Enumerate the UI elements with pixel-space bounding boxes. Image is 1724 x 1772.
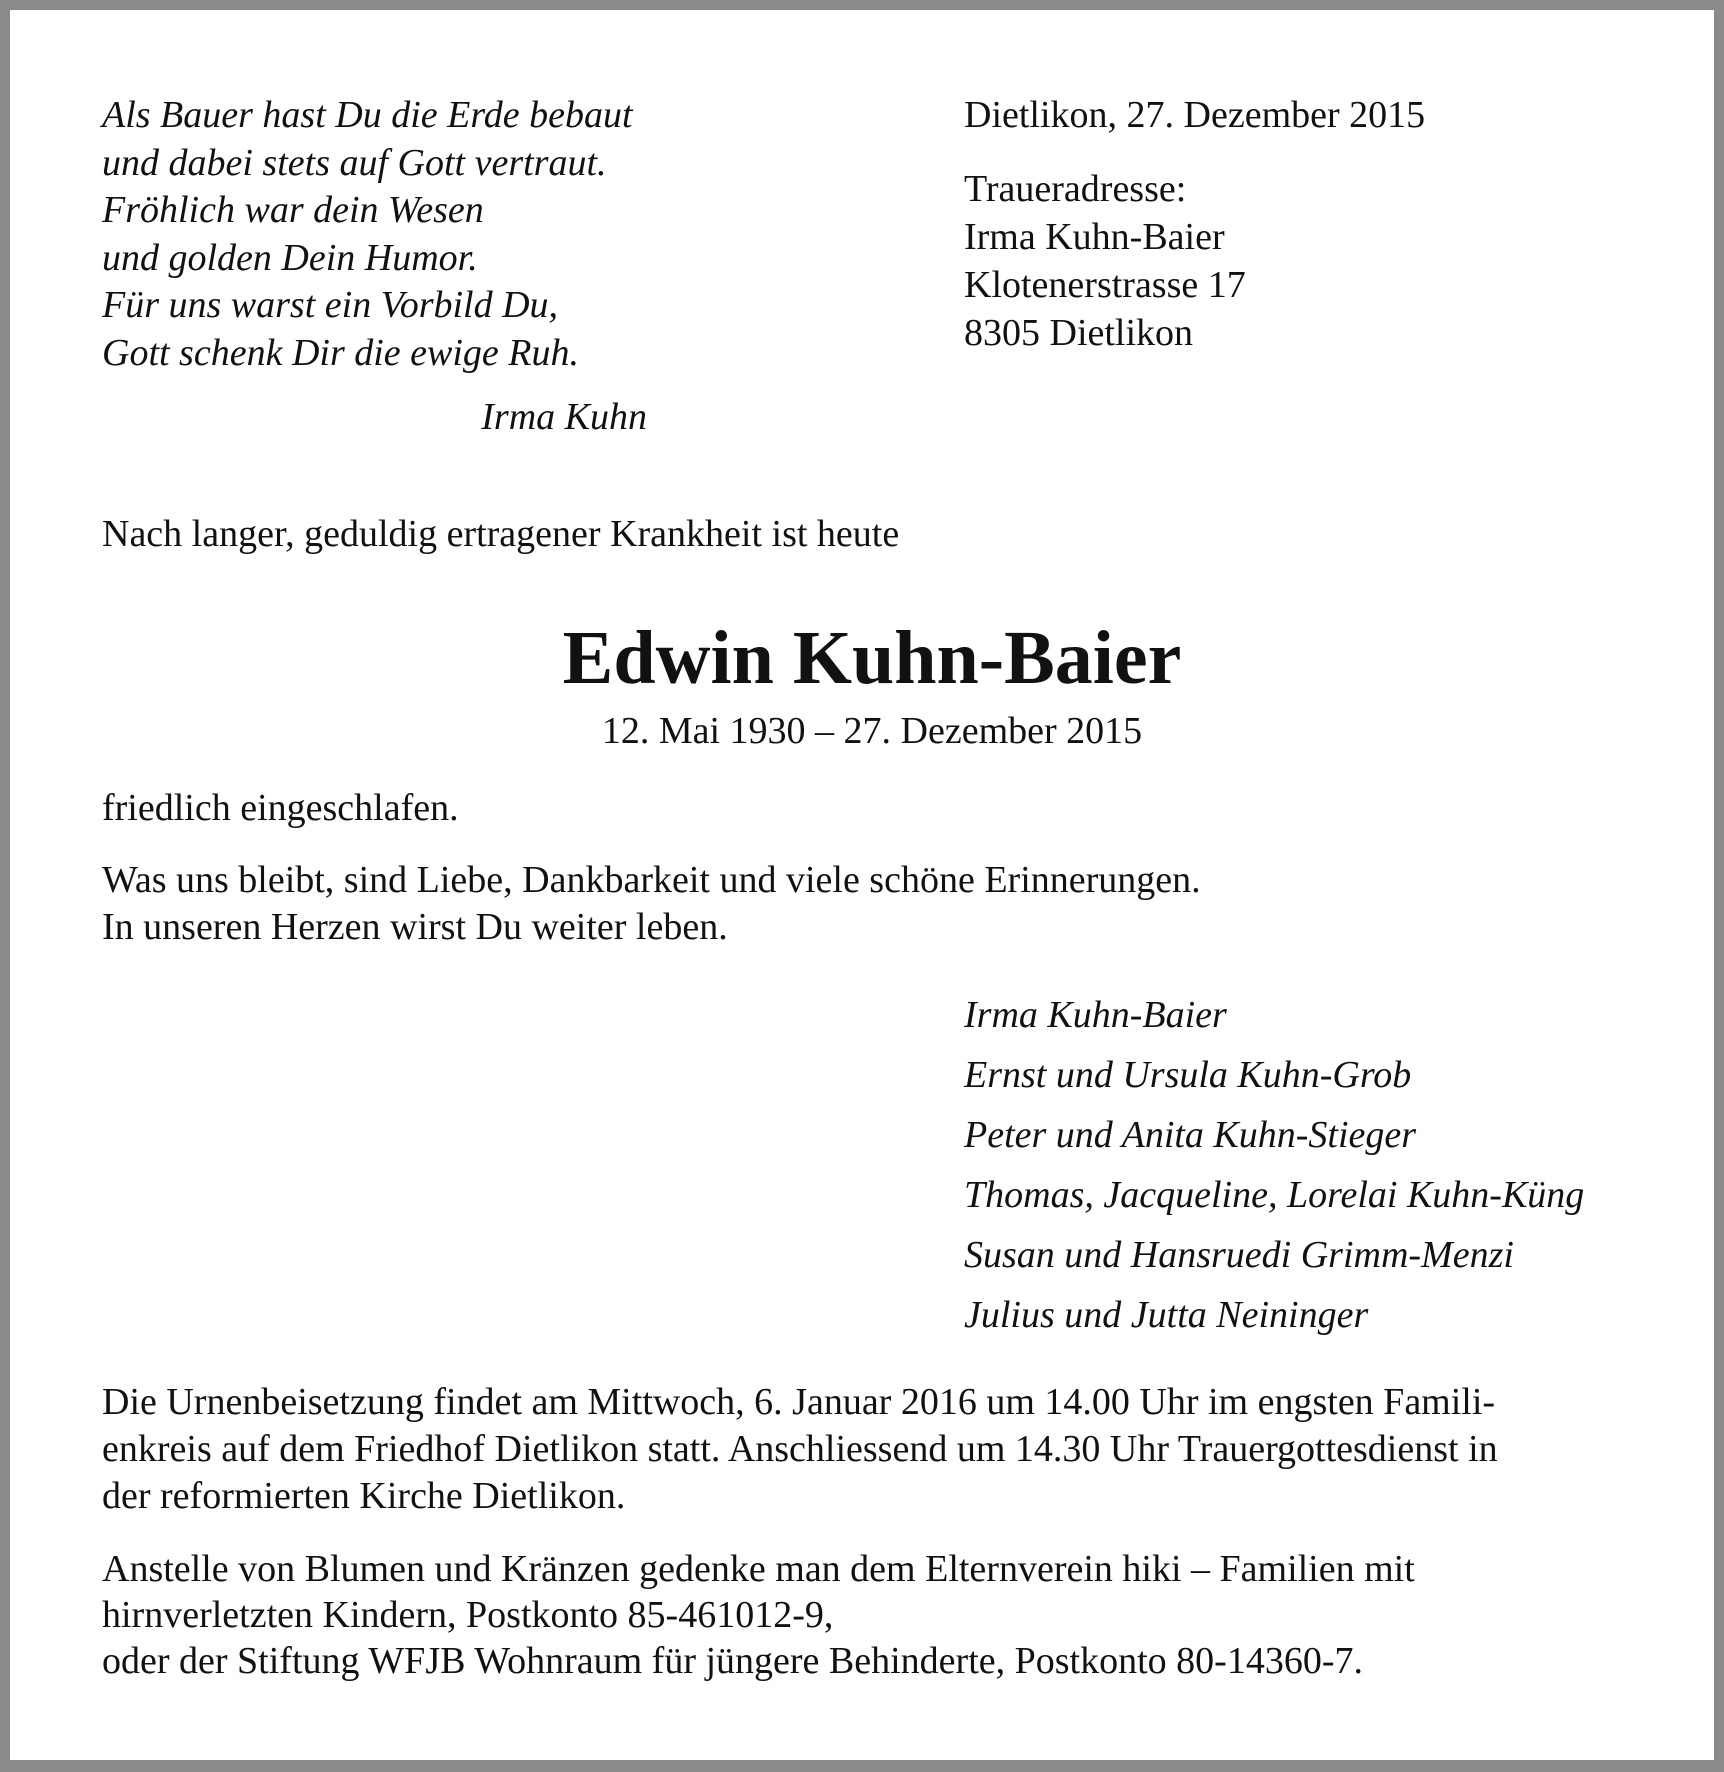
mourner-name: Ernst und Ursula Kuhn-Grob xyxy=(964,1054,1412,1096)
ceremony-line: enkreis auf dem Friedhof Dietlikon statt. Anschliessend um 14.30 Uhr Trauergottesdienst in xyxy=(102,1428,1498,1470)
address-heading: Traueradresse: xyxy=(964,168,1187,210)
mourner-name: Peter und Anita Kuhn-Stieger xyxy=(964,1114,1417,1156)
donation-line: hirnverletzten Kindern, Postkonto 85-461012-9, xyxy=(102,1594,834,1636)
donation-line: Anstelle von Blumen und Kränzen gedenke man dem Elternverein hiki – Familien mit xyxy=(102,1548,1415,1590)
donation-notice xyxy=(102,1546,1415,1684)
poem-line: Gott schenk Dir die ewige Ruh. xyxy=(102,331,580,374)
mourner-name: Julius und Jutta Neininger xyxy=(964,1294,1369,1336)
address-city: 8305 Dietlikon xyxy=(964,312,1194,354)
place-date: Dietlikon, 27. Dezember 2015 xyxy=(964,94,1426,136)
poem xyxy=(102,92,633,377)
remembrance-line: In unseren Herzen wirst Du weiter leben. xyxy=(102,906,728,948)
mourner-name: Susan und Hansruedi Grimm-Menzi xyxy=(964,1234,1514,1276)
remembrance-line: Was uns bleibt, sind Liebe, Dankbarkeit und viele schöne Erinnerungen. xyxy=(102,859,1201,901)
poem-signature: Irma Kuhn xyxy=(481,396,647,438)
poem-line: Für uns warst ein Vorbild Du, xyxy=(102,284,559,326)
address-name: Irma Kuhn-Baier xyxy=(964,216,1225,258)
mourners-list xyxy=(964,985,1584,1345)
ceremony-line: der reformierten Kirche Dietlikon. xyxy=(102,1475,626,1517)
asleep-text: friedlich eingeschlafen. xyxy=(102,787,459,829)
mourning-address xyxy=(964,165,1246,357)
ceremony-notice xyxy=(102,1379,1498,1520)
poem-line: und dabei stets auf Gott vertraut. xyxy=(102,141,607,184)
poem-line: und golden Dein Humor. xyxy=(102,236,478,279)
remembrance-text xyxy=(102,857,1201,951)
address-street: Klotenerstrasse 17 xyxy=(964,264,1246,306)
ceremony-line: Die Urnenbeisetzung findet am Mittwoch, 6. Januar 2016 um 14.00 Uhr im engsten Famili- xyxy=(102,1381,1496,1423)
intro-text: Nach langer, geduldig ertragener Krankheit ist heute xyxy=(102,513,900,555)
poem-line: Als Bauer hast Du die Erde bebaut xyxy=(102,94,633,136)
deceased-name: Edwin Kuhn-Baier xyxy=(562,616,1182,700)
mourner-name: Irma Kuhn-Baier xyxy=(964,994,1227,1036)
donation-line: oder der Stiftung WFJB Wohnraum für jüngere Behinderte, Postkonto 80-14360-7. xyxy=(102,1640,1363,1682)
mourner-name: Thomas, Jacqueline, Lorelai Kuhn-Küng xyxy=(964,1174,1585,1216)
lifespan-dates: 12. Mai 1930 – 27. Dezember 2015 xyxy=(601,710,1143,752)
poem-line: Fröhlich war dein Wesen xyxy=(102,189,484,231)
